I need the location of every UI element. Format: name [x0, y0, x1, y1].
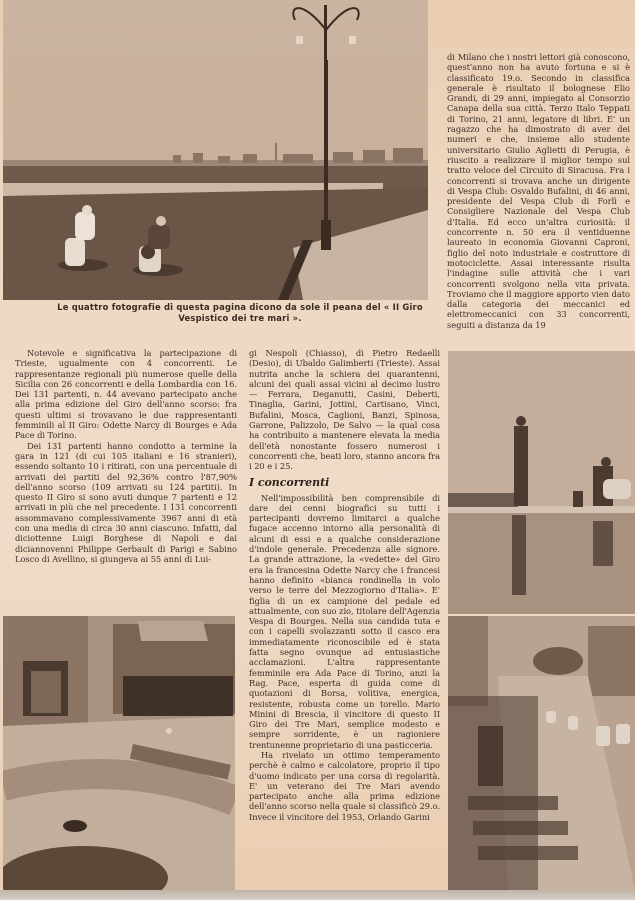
text-column-middle	[249, 348, 440, 822]
town-square-photo	[3, 616, 235, 890]
reflection-scene	[448, 351, 635, 614]
paragraph: Ha rivelato un ottimo temperamento perchè è calmo e calcolatore, proprio il tipo d'uomo indicato per una corsa di regolarità. E' un veterano dei Tre Mari avendo partecipato anche alla prima edizione dell'anno scorso nella quale si classificò 29.o. Invece il vincitore del 1953, Orlando Garini	[249, 749, 440, 822]
paragraph: Nell'impossibilità ben comprensibile di dare dei cenni biografici su tutti i partecipanti dovremo limitarci a qualche fugace accenno intorno alla personalità di alcuni di essi e a qualche considerazione d'indole generale. Precedenza alle signore. La grande attrazione, la «vedette» del Giro era la francesina Odette Narcy che i francesi hanno definito «bianca rondinella in volo verso le terre del Mezzogiorno d'Italia». E' figlia di un ex campione del pedale ed attualmente, con suo zio, titolare dell'Agenzia Vespa di Bourges. Nella sua candida tuta e con i capelli svolazzanti sotto il casco era immediatamente riconoscibile ed è stata fatta segno ovunque ad entusiastiche acclamazioni. L'altra rappresentante femminile era Ada Pace di Torino, anzi la Rag. Pace, esperta di guida come di quotazioni di Borsa, volitiva, energica, resistente, robusta come un torello. Mario Minini di Brescia, il vincitore di questo II Giro dei Tre Mari, semplice modesto e sempre sorridente, è un ragioniere trentunenne proprietario di una pasticceria.	[249, 492, 440, 750]
lungomare-scooters-photo	[3, 0, 428, 300]
text-column-left	[15, 348, 237, 564]
street-crowd-photo	[448, 616, 635, 890]
paragraph: Notevole e significativa la partecipazione di Trieste, ugualmente con 4 concorrenti. Le rappresentanze regionali più numerose quelle della Sicilia con 26 concorrenti e della Lombardia con 16. Dei 131 partenti, n. 44 avevano partecipato anche alla prima edizione del Giro dell'anno scorso: fra questi ultimi si trovavano le due rappresentanti femminili al II Giro: Odette Narcy di Bourges e Ada Pace di Torino.	[15, 348, 237, 441]
page-bottom-edge	[0, 890, 635, 900]
street-scene	[448, 616, 635, 890]
paragraph: Dei 131 partenti hanno condotto a termine la gara in 121 (di cui 105 italiani e 16 stranieri), essendo soltanto 10 i ritirati, con una percentuale di arrivati dei partiti del 92,36% contro l'87,90% dell'anno scorso (109 arrivati su 124 partiti). In questo II Giro si sono avuti dunque 7 partenti e 12 arrivati in più che nel precedente. I 131 concorrenti assommavano complessivamente 3967 anni di età con una media di circa 30 anni ciascuno. Infatti, dal diciottenne Luigi Borghese di Napoli e dai diciannovenni Philippe Gerbault di Parigi e Sabino Losco di Avellino, si giungeva ai 55 anni di Lui-	[15, 440, 237, 564]
paragraph: gi Nespoli (Chiasso), di Pietro Redaelli (Desio), di Ubaldo Galimberti (Trieste). Assai nutrita anche la schiera dei quarantenni, alcuni dei quali assai vicini al decimo lustro — Ferrara, Deganutti, Casini, Deberti, Tinaglia, Garini, Jottini, Cartisano, Vinci, Bufalini, Mosca, Caglioni, Banzi, Spinosa, Garrone, Palizzolo, De Salvo — la qual cosa ha contribuito a mantenere elevata la media dell'età nonostante fossero numerosi i concorrenti che, beati loro, stanno ancora fra i 20 e i 25.	[249, 348, 440, 472]
lungomare-scene	[3, 0, 428, 300]
text-column-right-top	[447, 52, 630, 330]
caption-line-1: Le quattro fotografie di questa pagina dicono da sole il peana del « II Giro	[57, 302, 423, 312]
paragraph: di Milano che i nostri lettori già conoscono, quest'anno non ha avuto fortuna e si è classificato 19.o. Secondo in classifica generale è risultato il bolognese Elio Grandi, di 29 anni, impiegato al Consorzio Canapa della sua città. Terzo Italo Teppati di Torino, 21 anni, legatore di libri. E' un ragazzo che ha dimostrato di aver dei numeri e che, insieme allo studente universitario Giulio Aglietti di Perugia, è riuscito a realizzare il miglior tempo sul tratto veloce del Circuito di Siracusa. Fra i concorrenti si trovava anche un dirigente di Vespa Club: Osvaldo Bufalini, di 46 anni, presidente del Vespa Club di Forlì e Consigliere Nazionale del Vespa Club d'Italia. Ed ecco un'altra curiosità: il concorrente n. 50 era il ventiduenne laureato in economia Giovanni Caproni, figlio del noto industriale e costruttore di motociclette. Assai interessante risulta l'indagine sulle attività che i vari concorrenti svolgono nella vita privata. Troviamo che il maggiore apporto vien dato dalla categoria dei meccanici ed elettromeccanici con 33 concorrenti, seguiti a distanza da 19	[447, 52, 630, 330]
photo-caption	[50, 302, 430, 324]
caption-line-2: Vespistico dei tre mari ».	[178, 313, 302, 323]
policeman-reflection-photo	[448, 351, 635, 614]
section-heading: I concorrenti	[249, 475, 330, 489]
square-scene	[3, 616, 235, 890]
